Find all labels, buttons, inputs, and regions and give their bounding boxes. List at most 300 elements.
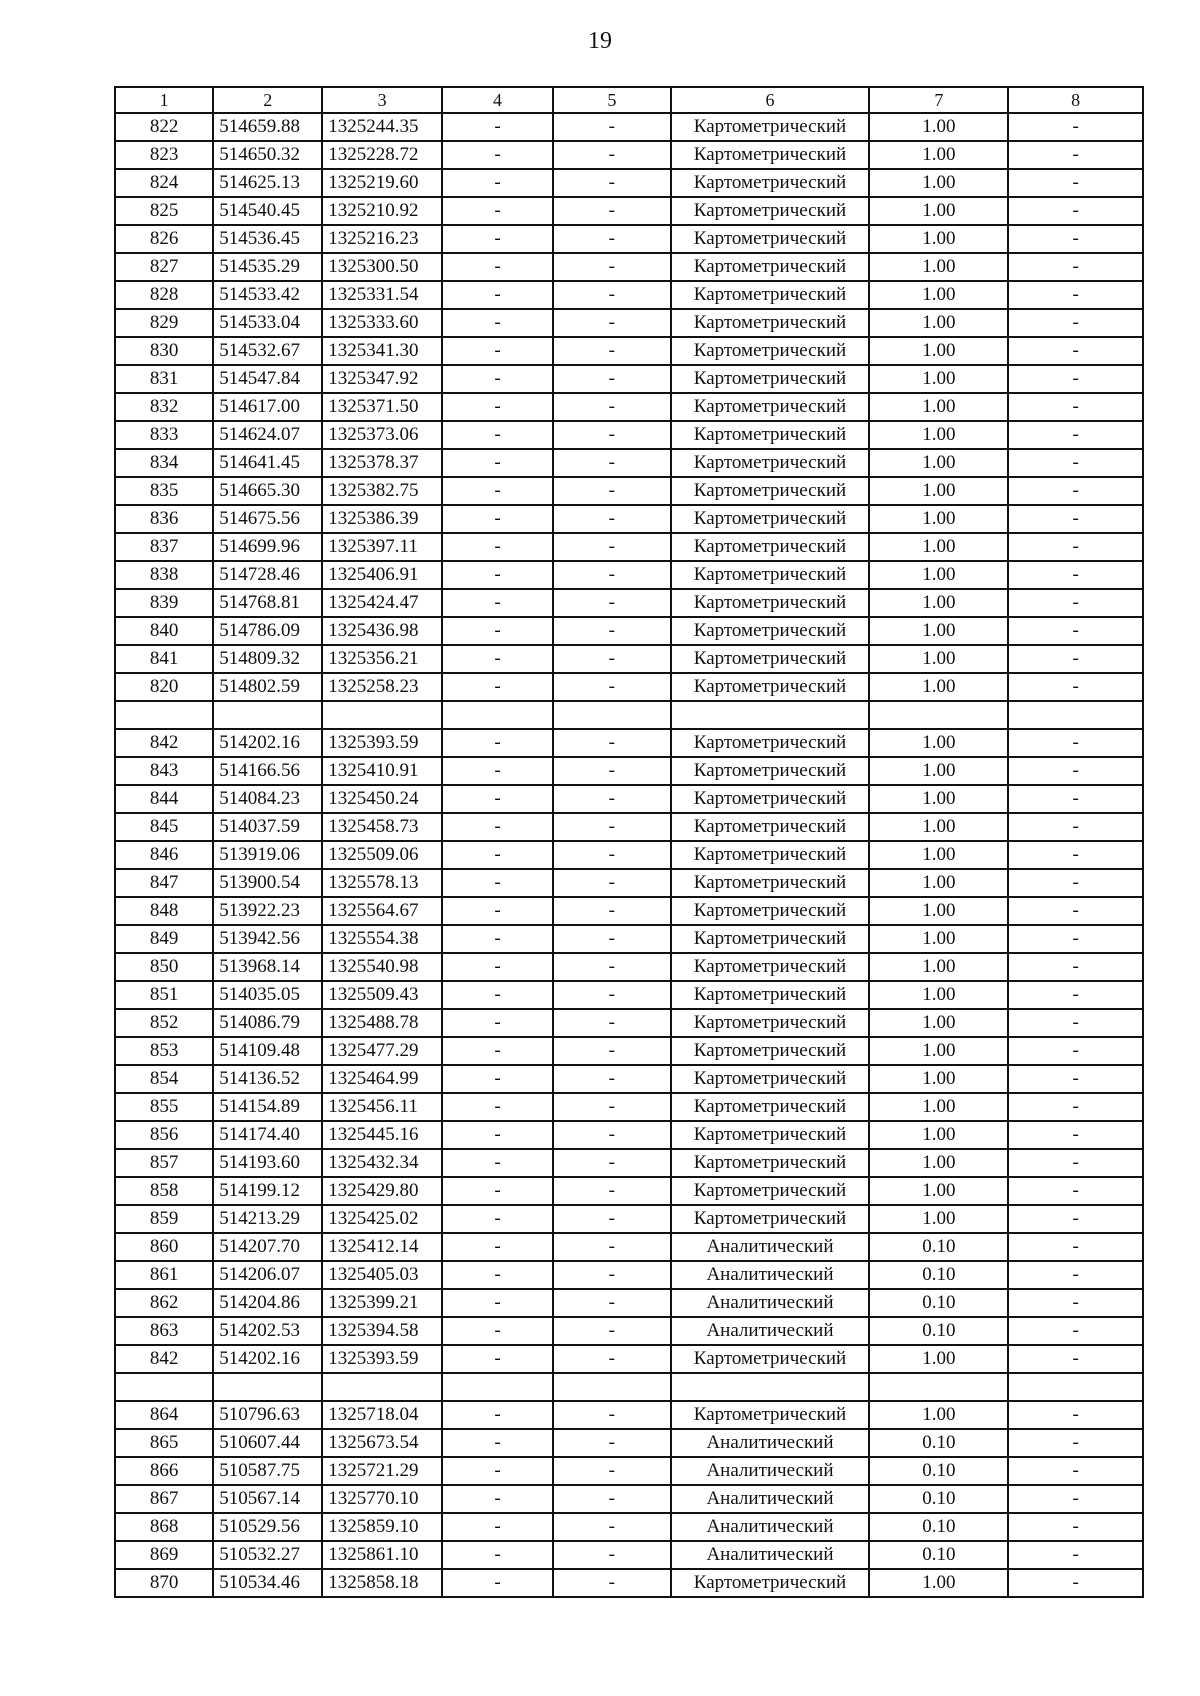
table-cell: Картометрический xyxy=(671,225,870,253)
table-cell: - xyxy=(1008,477,1143,505)
table-cell: Аналитический xyxy=(671,1233,870,1261)
table-cell: Аналитический xyxy=(671,1317,870,1345)
table-cell: - xyxy=(442,869,553,897)
table-cell: 854 xyxy=(115,1065,213,1093)
table-cell xyxy=(671,701,870,729)
table-cell: 510532.27 xyxy=(213,1541,322,1569)
table-cell: - xyxy=(553,533,671,561)
table-row xyxy=(115,141,1143,169)
table-cell xyxy=(213,1373,322,1401)
coordinates-table xyxy=(114,86,1144,1598)
table-row xyxy=(115,1149,1143,1177)
table-cell: 0.10 xyxy=(869,1513,1008,1541)
table-row xyxy=(115,225,1143,253)
table-row xyxy=(115,477,1143,505)
table-cell: 1325540.98 xyxy=(322,953,442,981)
table-cell: - xyxy=(1008,365,1143,393)
table-cell: 1325464.99 xyxy=(322,1065,442,1093)
table-cell: 514650.32 xyxy=(213,141,322,169)
table-cell: - xyxy=(553,1037,671,1065)
table-cell xyxy=(869,701,1008,729)
table-cell: 1325450.24 xyxy=(322,785,442,813)
table-cell: Картометрический xyxy=(671,1065,870,1093)
table-cell: - xyxy=(442,1569,553,1597)
table-cell: 1325564.67 xyxy=(322,897,442,925)
table-cell: - xyxy=(553,1233,671,1261)
table-cell: - xyxy=(1008,1541,1143,1569)
table-cell: 514202.53 xyxy=(213,1317,322,1345)
table-cell: 514206.07 xyxy=(213,1261,322,1289)
table-cell: 1325410.91 xyxy=(322,757,442,785)
table-cell: Картометрический xyxy=(671,617,870,645)
table-cell: Картометрический xyxy=(671,981,870,1009)
table-cell: 510529.56 xyxy=(213,1513,322,1541)
table-cell: - xyxy=(1008,757,1143,785)
table-cell: - xyxy=(1008,589,1143,617)
table-cell: - xyxy=(553,393,671,421)
table-cell: 869 xyxy=(115,1541,213,1569)
table-cell: 514086.79 xyxy=(213,1009,322,1037)
table-cell: 1.00 xyxy=(869,729,1008,757)
table-cell: - xyxy=(442,673,553,701)
table-cell: - xyxy=(553,197,671,225)
table-cell: - xyxy=(442,757,553,785)
table-header-row xyxy=(115,87,1143,113)
table-cell: 1.00 xyxy=(869,253,1008,281)
table-cell: Картометрический xyxy=(671,253,870,281)
table-cell: - xyxy=(442,1037,553,1065)
table-cell: 843 xyxy=(115,757,213,785)
table-row xyxy=(115,1541,1143,1569)
table-cell: Картометрический xyxy=(671,1345,870,1373)
table-cell: 1.00 xyxy=(869,785,1008,813)
table-cell: - xyxy=(553,897,671,925)
table-cell: 841 xyxy=(115,645,213,673)
table-cell: - xyxy=(1008,1121,1143,1149)
table-cell: Картометрический xyxy=(671,393,870,421)
table-cell: 858 xyxy=(115,1177,213,1205)
table-cell: 827 xyxy=(115,253,213,281)
table-cell: 1.00 xyxy=(869,841,1008,869)
table-row xyxy=(115,925,1143,953)
table-cell: - xyxy=(442,1009,553,1037)
table-row xyxy=(115,393,1143,421)
table-cell: 514037.59 xyxy=(213,813,322,841)
table-cell: Картометрический xyxy=(671,757,870,785)
table-cell: Картометрический xyxy=(671,841,870,869)
table-cell: 853 xyxy=(115,1037,213,1065)
table-cell: 857 xyxy=(115,1149,213,1177)
table-cell: - xyxy=(553,757,671,785)
table-cell: 1.00 xyxy=(869,1205,1008,1233)
table-cell: - xyxy=(553,1065,671,1093)
table-cell: 1325405.03 xyxy=(322,1261,442,1289)
table-cell: 847 xyxy=(115,869,213,897)
table-cell: 1325210.92 xyxy=(322,197,442,225)
table-cell: Картометрический xyxy=(671,309,870,337)
table-cell: 844 xyxy=(115,785,213,813)
table-cell: 1325509.06 xyxy=(322,841,442,869)
table-cell: - xyxy=(1008,1149,1143,1177)
table-cell: - xyxy=(1008,1457,1143,1485)
table-cell: - xyxy=(1008,561,1143,589)
table-cell: 1.00 xyxy=(869,1345,1008,1373)
table-cell: - xyxy=(442,253,553,281)
table-row xyxy=(115,701,1143,729)
table-cell: - xyxy=(442,197,553,225)
table-cell: - xyxy=(1008,1233,1143,1261)
table-cell: - xyxy=(553,841,671,869)
table-cell: - xyxy=(1008,1261,1143,1289)
table-cell: Аналитический xyxy=(671,1457,870,1485)
table-cell xyxy=(322,701,442,729)
table-cell: - xyxy=(553,1485,671,1513)
table-cell: - xyxy=(442,113,553,141)
table-cell: - xyxy=(1008,1401,1143,1429)
table-cell: Картометрический xyxy=(671,449,870,477)
table-cell: 1325216.23 xyxy=(322,225,442,253)
table-cell: 1.00 xyxy=(869,169,1008,197)
table-cell xyxy=(671,1373,870,1401)
table-row xyxy=(115,785,1143,813)
table-row xyxy=(115,113,1143,141)
table-cell xyxy=(322,1373,442,1401)
table-cell: 514207.70 xyxy=(213,1233,322,1261)
table-row xyxy=(115,1261,1143,1289)
table-cell: Аналитический xyxy=(671,1513,870,1541)
table-cell: 1.00 xyxy=(869,197,1008,225)
table-cell: - xyxy=(1008,1037,1143,1065)
table-cell: 1.00 xyxy=(869,981,1008,1009)
table-cell: 1325673.54 xyxy=(322,1429,442,1457)
table-cell: - xyxy=(553,645,671,673)
table-row xyxy=(115,1317,1143,1345)
table-cell: 1325436.98 xyxy=(322,617,442,645)
table-cell: Картометрический xyxy=(671,897,870,925)
table-cell: - xyxy=(553,1289,671,1317)
table-cell: Картометрический xyxy=(671,785,870,813)
table-cell: - xyxy=(553,365,671,393)
column-header: 8 xyxy=(1008,87,1143,113)
table-cell: - xyxy=(553,561,671,589)
table-cell: 1325393.59 xyxy=(322,1345,442,1373)
table-cell: - xyxy=(553,113,671,141)
table-cell: Картометрический xyxy=(671,421,870,449)
table-row xyxy=(115,1093,1143,1121)
table-cell: - xyxy=(442,477,553,505)
table-cell: 513942.56 xyxy=(213,925,322,953)
table-cell: - xyxy=(1008,1345,1143,1373)
table-body xyxy=(115,87,1143,1597)
table-cell: Аналитический xyxy=(671,1541,870,1569)
table-cell: Картометрический xyxy=(671,169,870,197)
table-cell: - xyxy=(442,141,553,169)
table-cell xyxy=(1008,701,1143,729)
table-cell: 1325406.91 xyxy=(322,561,442,589)
table-cell: 1325445.16 xyxy=(322,1121,442,1149)
table-cell: 514109.48 xyxy=(213,1037,322,1065)
table-cell: - xyxy=(442,1261,553,1289)
table-cell: 514659.88 xyxy=(213,113,322,141)
table-cell: - xyxy=(1008,1009,1143,1037)
table-cell: - xyxy=(553,1457,671,1485)
table-cell: 0.10 xyxy=(869,1429,1008,1457)
table-cell: 851 xyxy=(115,981,213,1009)
table-cell: - xyxy=(442,393,553,421)
table-row xyxy=(115,1289,1143,1317)
table-cell: 1325861.10 xyxy=(322,1541,442,1569)
table-cell: 1.00 xyxy=(869,225,1008,253)
table-cell: 514699.96 xyxy=(213,533,322,561)
table-cell: 1.00 xyxy=(869,1177,1008,1205)
table-cell: - xyxy=(442,785,553,813)
table-cell: 1325397.11 xyxy=(322,533,442,561)
table-cell: Картометрический xyxy=(671,729,870,757)
table-cell: - xyxy=(1008,1513,1143,1541)
table-cell: Картометрический xyxy=(671,1205,870,1233)
table-cell: - xyxy=(442,1121,553,1149)
table-cell: 1325554.38 xyxy=(322,925,442,953)
table-cell: - xyxy=(553,1401,671,1429)
table-cell: 864 xyxy=(115,1401,213,1429)
table-cell xyxy=(1008,1373,1143,1401)
table-cell: 514728.46 xyxy=(213,561,322,589)
table-cell: 868 xyxy=(115,1513,213,1541)
table-cell: 514533.42 xyxy=(213,281,322,309)
table-cell: - xyxy=(553,1317,671,1345)
table-cell: 1.00 xyxy=(869,673,1008,701)
table-row xyxy=(115,757,1143,785)
table-cell: 1325393.59 xyxy=(322,729,442,757)
table-cell: - xyxy=(553,673,671,701)
table-cell: - xyxy=(553,1261,671,1289)
table-cell: Картометрический xyxy=(671,1177,870,1205)
table-cell: - xyxy=(1008,953,1143,981)
table-cell: 514213.29 xyxy=(213,1205,322,1233)
table-cell: 1325219.60 xyxy=(322,169,442,197)
table-row xyxy=(115,953,1143,981)
table-cell: Картометрический xyxy=(671,1401,870,1429)
table-cell: 514536.45 xyxy=(213,225,322,253)
table-cell: - xyxy=(1008,225,1143,253)
table-cell: Аналитический xyxy=(671,1429,870,1457)
table-cell: 0.10 xyxy=(869,1233,1008,1261)
table-cell: - xyxy=(442,449,553,477)
table-cell: 1.00 xyxy=(869,1065,1008,1093)
table-cell: - xyxy=(1008,141,1143,169)
table-cell: - xyxy=(1008,253,1143,281)
table-cell: 514624.07 xyxy=(213,421,322,449)
table-cell: - xyxy=(442,561,553,589)
table-cell: 1325432.34 xyxy=(322,1149,442,1177)
table-cell: 514199.12 xyxy=(213,1177,322,1205)
table-cell: 513922.23 xyxy=(213,897,322,925)
table-cell: - xyxy=(442,841,553,869)
table-cell: - xyxy=(442,1233,553,1261)
table-row xyxy=(115,981,1143,1009)
table-cell: 1.00 xyxy=(869,813,1008,841)
table-cell: - xyxy=(553,1569,671,1597)
table-cell: - xyxy=(442,1093,553,1121)
table-cell: - xyxy=(1008,897,1143,925)
table-cell: - xyxy=(1008,673,1143,701)
table-cell: - xyxy=(553,1513,671,1541)
table-cell: Картометрический xyxy=(671,1149,870,1177)
table-cell: - xyxy=(442,1401,553,1429)
table-cell: 837 xyxy=(115,533,213,561)
table-cell: 863 xyxy=(115,1317,213,1345)
table-cell: 1.00 xyxy=(869,645,1008,673)
table-cell: - xyxy=(1008,1093,1143,1121)
table-cell: 1325859.10 xyxy=(322,1513,442,1541)
table-cell: - xyxy=(442,365,553,393)
table-row xyxy=(115,1205,1143,1233)
table-cell: 839 xyxy=(115,589,213,617)
table-cell: Аналитический xyxy=(671,1261,870,1289)
table-cell: 846 xyxy=(115,841,213,869)
table-cell: Картометрический xyxy=(671,113,870,141)
table-cell xyxy=(442,1373,553,1401)
table-cell: Картометрический xyxy=(671,673,870,701)
table-cell: Аналитический xyxy=(671,1485,870,1513)
table-cell: - xyxy=(553,449,671,477)
table-cell: 514136.52 xyxy=(213,1065,322,1093)
table-cell: - xyxy=(1008,1177,1143,1205)
table-cell: 822 xyxy=(115,113,213,141)
table-row xyxy=(115,281,1143,309)
table-cell: 1.00 xyxy=(869,1009,1008,1037)
table-cell: - xyxy=(1008,337,1143,365)
table-cell: - xyxy=(442,813,553,841)
table-cell: - xyxy=(442,1149,553,1177)
table-cell: - xyxy=(553,1009,671,1037)
table-row xyxy=(115,1065,1143,1093)
table-cell: 1.00 xyxy=(869,869,1008,897)
table-cell: 867 xyxy=(115,1485,213,1513)
table-cell: 513900.54 xyxy=(213,869,322,897)
table-cell: 820 xyxy=(115,673,213,701)
table-cell: - xyxy=(442,925,553,953)
table-cell: - xyxy=(442,1317,553,1345)
table-row xyxy=(115,729,1143,757)
table-cell: - xyxy=(442,421,553,449)
column-header: 6 xyxy=(671,87,870,113)
table-cell: 855 xyxy=(115,1093,213,1121)
table-cell: 514675.56 xyxy=(213,505,322,533)
table-cell: - xyxy=(553,477,671,505)
table-cell: 0.10 xyxy=(869,1261,1008,1289)
table-cell: 510587.75 xyxy=(213,1457,322,1485)
table-cell: 514035.05 xyxy=(213,981,322,1009)
table-cell: - xyxy=(1008,813,1143,841)
table-cell: Картометрический xyxy=(671,1093,870,1121)
table-cell: - xyxy=(553,253,671,281)
table-cell: 1325399.21 xyxy=(322,1289,442,1317)
table-cell: 1325456.11 xyxy=(322,1093,442,1121)
table-cell xyxy=(213,701,322,729)
table-cell: - xyxy=(1008,1485,1143,1513)
table-cell: 852 xyxy=(115,1009,213,1037)
table-cell: - xyxy=(1008,645,1143,673)
table-row xyxy=(115,1569,1143,1597)
table-cell: - xyxy=(442,645,553,673)
table-cell: - xyxy=(553,1345,671,1373)
table-row xyxy=(115,1457,1143,1485)
table-cell: Картометрический xyxy=(671,197,870,225)
table-cell: 1325458.73 xyxy=(322,813,442,841)
table-cell xyxy=(115,1373,213,1401)
table-row xyxy=(115,1009,1143,1037)
table-cell: - xyxy=(553,1541,671,1569)
table-row xyxy=(115,589,1143,617)
table-cell: 514174.40 xyxy=(213,1121,322,1149)
table-cell: - xyxy=(553,281,671,309)
table-cell: 833 xyxy=(115,421,213,449)
table-cell: - xyxy=(553,1429,671,1457)
table-cell: 823 xyxy=(115,141,213,169)
table-cell: 514617.00 xyxy=(213,393,322,421)
table-cell: 1.00 xyxy=(869,953,1008,981)
table-cell: 514154.89 xyxy=(213,1093,322,1121)
table-cell: - xyxy=(442,981,553,1009)
table-cell: 824 xyxy=(115,169,213,197)
table-cell: - xyxy=(442,1065,553,1093)
table-cell: 1.00 xyxy=(869,589,1008,617)
table-cell: Картометрический xyxy=(671,505,870,533)
table-cell: 860 xyxy=(115,1233,213,1261)
table-cell: - xyxy=(442,309,553,337)
table-cell: 1.00 xyxy=(869,337,1008,365)
table-cell: 831 xyxy=(115,365,213,393)
table-cell: - xyxy=(1008,785,1143,813)
table-row xyxy=(115,1233,1143,1261)
table-cell: 1325347.92 xyxy=(322,365,442,393)
table-cell: 826 xyxy=(115,225,213,253)
table-cell: - xyxy=(1008,925,1143,953)
table-cell: 1.00 xyxy=(869,421,1008,449)
table-cell: 1.00 xyxy=(869,897,1008,925)
table-cell: - xyxy=(442,281,553,309)
table-cell: - xyxy=(442,1205,553,1233)
table-cell: 848 xyxy=(115,897,213,925)
table-cell: 850 xyxy=(115,953,213,981)
table-cell xyxy=(869,1373,1008,1401)
table-row xyxy=(115,1513,1143,1541)
page-number: 19 xyxy=(588,28,612,54)
table-cell: 514547.84 xyxy=(213,365,322,393)
table-cell: - xyxy=(442,1177,553,1205)
table-cell: 832 xyxy=(115,393,213,421)
table-cell: 834 xyxy=(115,449,213,477)
table-cell: 1325382.75 xyxy=(322,477,442,505)
table-cell: 849 xyxy=(115,925,213,953)
column-header: 5 xyxy=(553,87,671,113)
table-cell: 510796.63 xyxy=(213,1401,322,1429)
table-cell: 1.00 xyxy=(869,533,1008,561)
table-cell: 1.00 xyxy=(869,1569,1008,1597)
table-cell: - xyxy=(1008,421,1143,449)
table-cell: - xyxy=(553,617,671,645)
table-cell: - xyxy=(553,1093,671,1121)
table-cell: - xyxy=(442,1429,553,1457)
table-cell: - xyxy=(442,729,553,757)
table-cell: - xyxy=(553,1121,671,1149)
table-cell: 1325228.72 xyxy=(322,141,442,169)
table-cell: 840 xyxy=(115,617,213,645)
table-cell: Картометрический xyxy=(671,1037,870,1065)
table-cell: - xyxy=(553,337,671,365)
table-cell: - xyxy=(1008,869,1143,897)
